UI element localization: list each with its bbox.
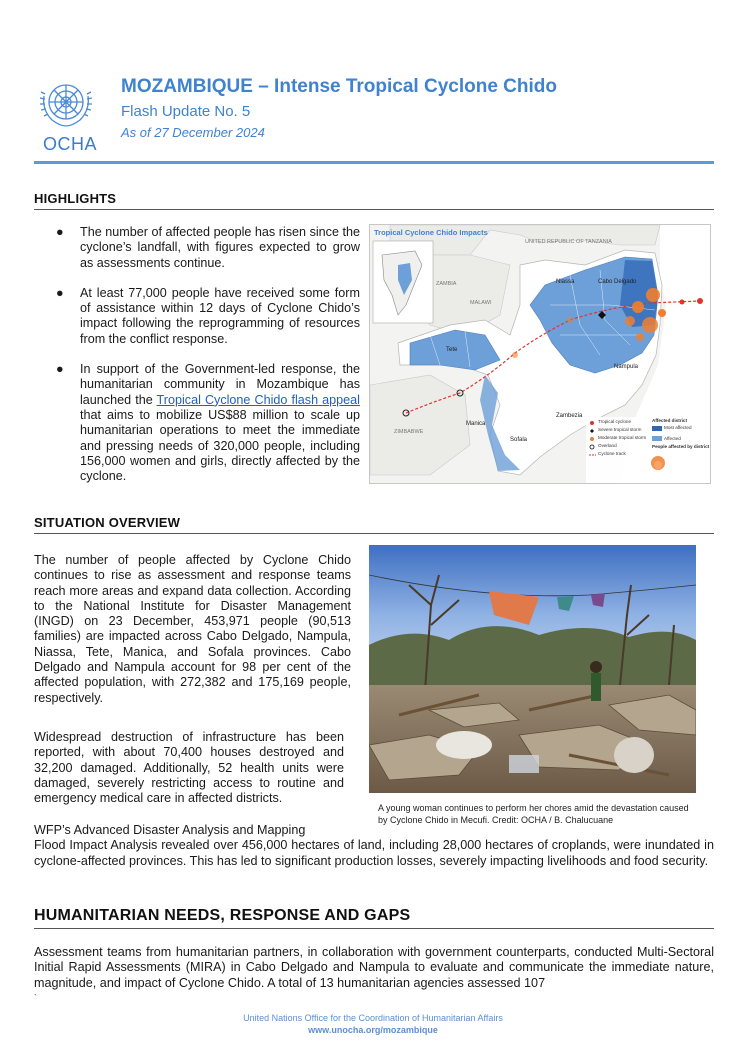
photo-caption: A young woman continues to perform her chores amid the devastation caused by Cyclone Chido in Mecufi. Credit: OCHA / B. Chalucuane (378, 803, 689, 825)
page-title: MOZAMBIQUE – Intense Tropical Cyclone Chido (121, 76, 557, 97)
map-label-malawi: MALAWI (470, 300, 492, 306)
situation-paragraph-3: WFP’s Advanced Disaster Analysis and Mapping Flood Impact Analysis revealed over 456,000 hectares of land, including 28,000 hectares of croplands, were inundated in cyclone-affected provinces. This has led to significant production losses, severely impacting livelihoods and food security. (34, 823, 714, 868)
footer-org: United Nations Office for the Coordination of Humanitarian Affairs (243, 1013, 503, 1023)
highlights-heading: HIGHLIGHTS (34, 191, 714, 210)
map-label-sofala: Sofala (510, 437, 528, 443)
stray-mark: ` (34, 993, 37, 1003)
logo-text: OCHA (42, 134, 97, 154)
situation-heading: SITUATION OVERVIEW (34, 515, 714, 534)
bullet-icon: ● (56, 285, 64, 300)
flash-appeal-link[interactable]: Tropical Cyclone Chido flash appeal (156, 392, 360, 407)
bullet-icon: ● (56, 362, 64, 377)
map-label-zambia: ZAMBIA (436, 281, 457, 287)
situation-paragraph-2: Widespread destruction of infrastructure has been reported, with about 70,400 houses destroyed and 32,200 damaged. Additionally, 52 health units were damaged, severely restricting access to routine and emergency medical care in affected districts. (34, 730, 344, 806)
map-label-nampula: Nampula (614, 364, 639, 370)
mecufi-photo (369, 545, 696, 793)
footer-url[interactable]: www.unocha.org/mozambique (308, 1025, 438, 1035)
map-legend: Tropical cyclone Severe tropical storm Moderate tropical storm Overland Cyclone track (598, 419, 647, 456)
map-label-manica: Manica (466, 421, 486, 427)
needs-paragraph-1: Assessment teams from humanitarian partners, in collaboration with government counterparts, conducted Multi-Sectoral Initial Rapid Assessments (MIRA) in Cabo Delgado and Nampula to evaluate and communicate the immediate nature, magnitude, and impact of Cyclone Chido. A total of 13 humanitarian agencies assessed 107 (34, 945, 714, 990)
map-legend-districts: Affected district Most affected Affected People affected by district (652, 418, 710, 449)
map-label-niassa: Niassa (556, 279, 575, 285)
un-emblem-logo (34, 76, 106, 158)
bullet-icon: ● (56, 225, 64, 239)
devastation-photo-image (369, 545, 696, 793)
situation-paragraph-1: The number of people affected by Cyclone Chido continues to rise as assessment and response teams reach more areas and expand data collection. According to the National Institute for Disaster Management (INGD) on 23 December, 453,971 people (90,513 families) are impacted across Cabo Delgado, Nampula, Niassa, Tete, Manica, and Sofala provinces. Cabo Delgado and Nampula account for 98 per cent of the affected population, with 272,382 and 175,169 people, respectively. (34, 553, 351, 705)
map-label-tete: Tete (446, 347, 458, 353)
map-label-tanzania: UNITED REPUBLIC OF TANZANIA (525, 239, 612, 245)
map-label-zimbabwe: ZIMBABWE (394, 429, 424, 435)
highlights-list (52, 225, 360, 499)
cyclone-impact-map (369, 224, 711, 484)
list-item: ● In support of the Government-led response, the humanitarian community in Mozambique has launched the Tropical Cyclone Chido flash appeal that aims to mobilize US$88 million to scale up humanitarian operations to meet the immediate and pressing needs of 320,000 people, including 156,000 women and girls, directly affected by the cyclone. (56, 362, 360, 484)
map-title: Tropical Cyclone Chido Impacts (374, 228, 488, 237)
map-label-zambezia: Zambezia (556, 413, 583, 419)
un-emblem-icon (34, 76, 98, 134)
header-divider (34, 161, 714, 164)
map-label-cabo-delgado: Cabo Delgado (598, 279, 637, 285)
page-header (34, 70, 714, 162)
page-subtitle: Flash Update No. 5 (121, 103, 251, 120)
list-item: ● At least 77,000 people have received some form of assistance within 12 days of Cyclone Chido’s impact following the reprogramming of resources from the conflict response. (56, 285, 360, 346)
needs-heading: HUMANITARIAN NEEDS, RESPONSE AND GAPS (34, 907, 714, 929)
page-footer (0, 1012, 746, 1036)
report-date: As of 27 December 2024 (121, 125, 265, 140)
list-item: ● The number of affected people has risen since the cyclone’s landfall, with figures expected to grow as assessments continue. (56, 225, 360, 270)
